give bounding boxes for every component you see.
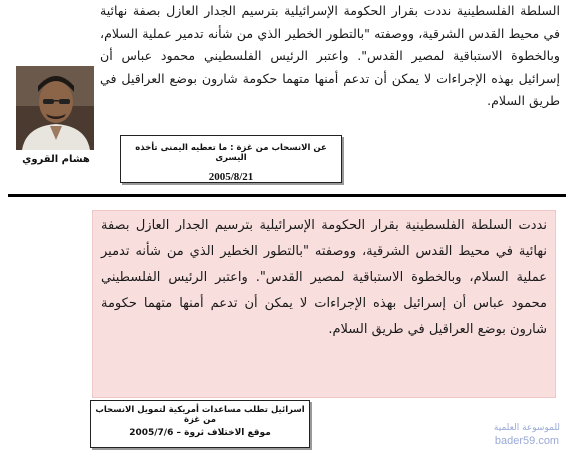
section-divider [8,194,566,197]
caption-box-funding [90,400,310,448]
caption-source: موقع الاختلاف ثروة – 2005/7/6 [129,428,271,438]
caption-title: اسرائيل تطلب مساعدات أمريكية لتمويل الانسحاب من غزة [95,405,305,425]
caption-box-withdrawal [120,135,342,183]
site-watermark [490,422,564,448]
quoted-article-box [92,210,556,398]
quoted-article-text [93,211,555,343]
author-name: هشام القروي [22,154,90,165]
watermark-url: bader59.com [494,435,560,447]
author-photo [16,66,94,150]
caption-title: عن الانسحاب من غزة : ما تعطيه اليمنى تأخذه اليسرى [135,143,327,163]
quoted-article-paragraph: نددت السلطة الفلسطينية بقرار الحكومة الإسرائيلية بترسيم الجدار العازل بصفة نهائية في محيط القدس الشرقية، ووصفته "بالتطور الخطير الذي من شأنه تدمير عملية السلام، وبالخطوة الاستباقية لمصير القدس". واعتبر الرئيس الفلسطيني محمود عباس أن إسرائيل بهذه الإجراءات لا يمكن أن تدعم أمنها متهما حكومة شارون بوضع العراقيل في طريق السلام. [101,218,547,337]
author-portrait-image [16,66,94,150]
watermark-label: للموسوعة العلمية [493,423,561,433]
caption-date: 2005/8/21 [208,171,254,183]
upper-article-paragraph: السلطة الفلسطينية نددت بقرار الحكومة الإسرائيلية بترسيم الجدار العازل بصفة نهائية في محيط القدس الشرقية، ووصفته "بالتطور الخطير الذي من شأنه تدمير عملية السلام، وبالخطوة الاستباقية لمصير القدس". واعتبر الرئيس الفلسطيني محمود عباس أن إسرائيل بهذه الإجراءات لا يمكن أن تدعم أمنها متهما حكومة شارون بوضع العراقيل في طريق السلام. [100,3,560,108]
